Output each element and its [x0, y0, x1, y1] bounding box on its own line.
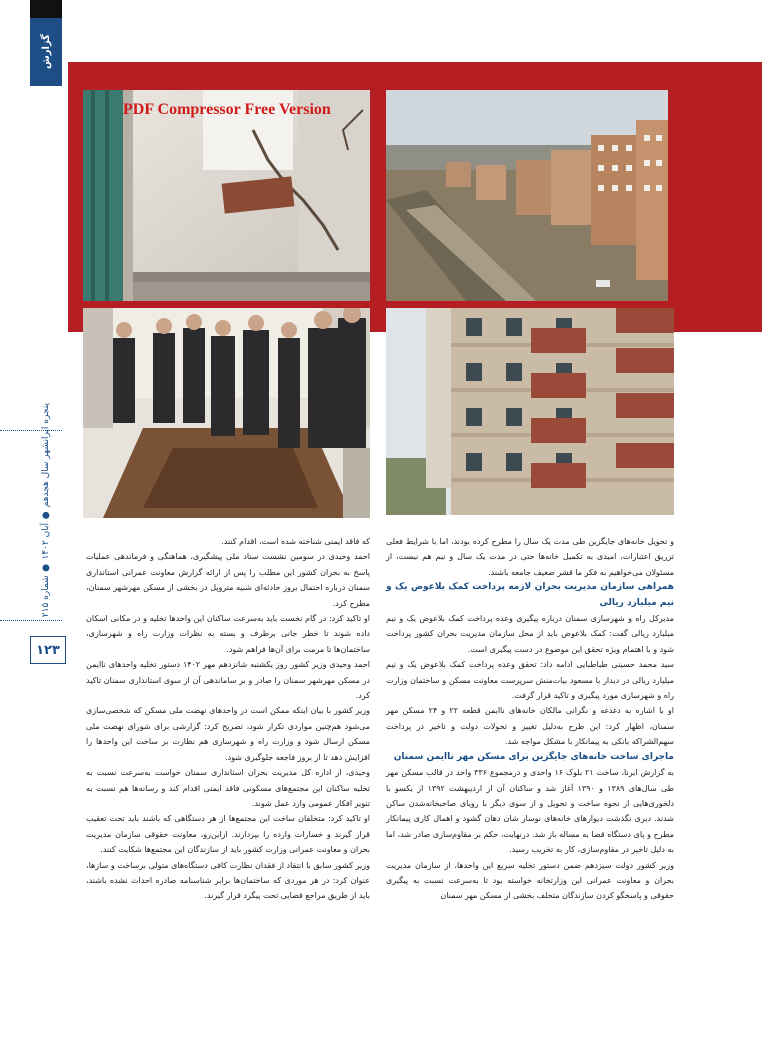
- cracked-wall-photo: [83, 90, 370, 301]
- paragraph: مدیرکل راه و شهرسازی سمنان درباره پیگیری وعده پرداخت کمک بلاعوض یک و نیم میلیارد ریالی گفت: کمک بلاعوض باید از محل سازمان مدیریت بحران کشور پرداخت شود و با اهتمام ویژه تحقق این موضوع در دست پیگیری است.: [386, 614, 674, 654]
- section-tab-label: گزارش: [40, 34, 52, 70]
- paragraph: وزیر کشور دولت سیزدهم ضمن دستور تخلیه سریع این واحدها، از سازمان مدیریت بحران و معاونت عمرانی این وزارتخانه خواسته بود تا به‌سرعت نسبت به پیگیری حقوقی و پاسخگو کردن سازندگان متخلف بخشی از مسکن مهر سمنان: [386, 860, 674, 901]
- paragraph: وحیدی، از اداره کل مدیریت بحران استانداری سمنان خواست به‌سرعت نسبت به تخلیه ساکنان این مجتمع‌های مسکونی فاقد ایمنی اقدام کند و رسانه‌ها هم نسبت به تنویر افکار عمومی وارد عمل شوند.: [86, 768, 370, 808]
- paragraph: او تاکید کرد: متخلفان ساخت این مجتمع‌ها از هر دستگاهی که باشند باید تحت تعقیب قرار گیرند و خسارات وارده را بپردازند. ازاین‌رو، معاونت حقوقی سازمان مدیریت بحران و معاونت عمرانی وزارت کشور باید از سازندگان این مجتمع‌ها شکایت کنند.: [86, 814, 370, 855]
- magazine-info-text: پنجره ایرانشهر سال هجدهم ● آبان ۱۴۰۲ ● شماره ۲۱۵: [41, 402, 51, 618]
- officials-inspection-photo: [83, 308, 370, 518]
- paragraph: وزیر کشور سابق با انتقاد از فقدان نظارت کافی دستگاه‌های متولی برساخت و سازها، عنوان کرد: در هر موردی که ساختمان‌ها برابر شناسنامه صادره احداث نشده باشند، باید از طریق مراجع قضایی تحت پیگرد قرار گیرند.: [86, 860, 370, 901]
- paragraph: که فاقد ایمنی شناخته شده است، اقدام کنند.: [221, 537, 370, 546]
- paragraph: احمد وحیدی وزیر کشور روز یکشنبه شانزدهم مهر ۱۴۰۲ دستور تخلیه واحدهای ناایمن در مسکن مهرشهر سمنان را صادر و بر ساماندهی آن از سوی استانداری سمنان تاکید کرد.: [86, 660, 370, 701]
- paragraph: به گزارش ایرنا، ساخت ۲۱ بلوک ۱۶ واحدی و درمجموع ۳۳۶ واحد در قالب مسکن مهر طی سال‌های ۱۳۸۹ و ۱۳۹۰ آغاز شد و ساکنان آن از اردیبهشت ۱۳۹۲ از یکسو با دلخوری‌هایی از نحوه ساخت و تحویل و از سوی دیگر با رویای صاحبخانه‌شدن ساکن شدند. دیری نگذشت دیوارهای خانه‌های نوساز شان دهان گشود و اهمال کاری پیمانکار مطرح و پای دستگاه قضا به مساله باز شد. درنهایت، حکم بر مقاوم‌سازی صادر شد، اما به دلیل تاخیر در مقاوم‌سازی، کار به تخریب رسید.: [386, 768, 675, 855]
- corner-block: [30, 0, 62, 18]
- magazine-info-vertical: [32, 402, 60, 618]
- paragraph: او تاکید کرد: در گام نخست باید به‌سرعت ساکنان این واحدها تخلیه و در مکانی اسکان داده شوند تا خطر جانی برطرف و بسته به نظرات وزارت راه و شهرسازی، ساختمان‌ها تا مرمت برای آن‌ها فراهم شود.: [86, 614, 370, 654]
- housing-complex-aerial-photo: [386, 90, 668, 301]
- paragraph: وزیر کشور با بیان اینکه ممکن است در واحدهای نهضت ملی مسکن که شخصی‌سازی می‌شود هم‌چنین مواردی تکرار شود، تصریح کرد: گزارشی برای شورای نهضت ملی مسکن ارسال شود و وزارت راه و شهرسازی هم نظارت بر ساخت این واحدها را افزایش دهد تا از بروز فاجعه جلوگیری شود.: [86, 706, 370, 762]
- paragraph: او با اشاره به دغدغه و نگرانی مالکان خانه‌های ناایمن قطعه ۲۲ و ۲۴ مسکن مهر سمنان، اظهار کرد: این طرح به‌دلیل تغییر و تحولات دولت و تاخیر در پرداخت سهم‌الشراکه بانکی به پیمانکار با مشکل مواجه شد.: [386, 706, 674, 747]
- sidebar-divider-bottom: [0, 620, 62, 621]
- apartment-building-facade-photo: [386, 308, 674, 515]
- article-column-left: [86, 534, 370, 904]
- section-tab: [30, 18, 62, 86]
- paragraph: احمد وحیدی در سومین نشست ستاد ملی پیشگیری، هماهنگی و فرماندهی عملیات پاسخ به بحران کشور این مطلب را پس از ارائه گزارش معاونت عمرانی استانداری سمنان درباره احتمال بروز حادثه‌ای شبیه متروپل در بخشی از مسکن مهرشهر سمنان، مطرح کرد.: [86, 552, 370, 608]
- page-number: ۱۲۳: [30, 636, 66, 664]
- pdf-watermark: PDF Compressor Free Version: [123, 101, 331, 118]
- subheading: همراهی سازمان مدیریت بحران لازمه پرداخت کمک بلاعوض یک و نیم میلیارد ریالی: [386, 582, 674, 608]
- paragraph: و تحویل خانه‌های جایگزین طی مدت یک سال را مطرح کرده بودند، اما با شرایط فعلی تزریق اعتبارات، امیدی به تکمیل خانه‌ها حتی در مدت یک سال و نیم هم نیست، از مسئولان می‌خواهیم به فکر ما قشر ضعیف جامعه باشند.: [386, 537, 674, 577]
- left-margin-strip: [0, 0, 30, 1045]
- paragraph: سید محمد حسینی طباطبایی ادامه داد: تحقق وعده پرداخت کمک بلاعوض یک و نیم میلیارد ریالی در دیدار با مسعود بیات‌منش سرپرست معاونت مسکن و ساختمان وزارت راه و شهرسازی مورد پیگیری و تاکید قرار گرفت.: [386, 660, 674, 701]
- subheading: ماجرای ساخت خانه‌های جایگزین برای مسکن مهر ناایمن سمنان: [393, 751, 674, 762]
- article-column-right: [386, 534, 674, 904]
